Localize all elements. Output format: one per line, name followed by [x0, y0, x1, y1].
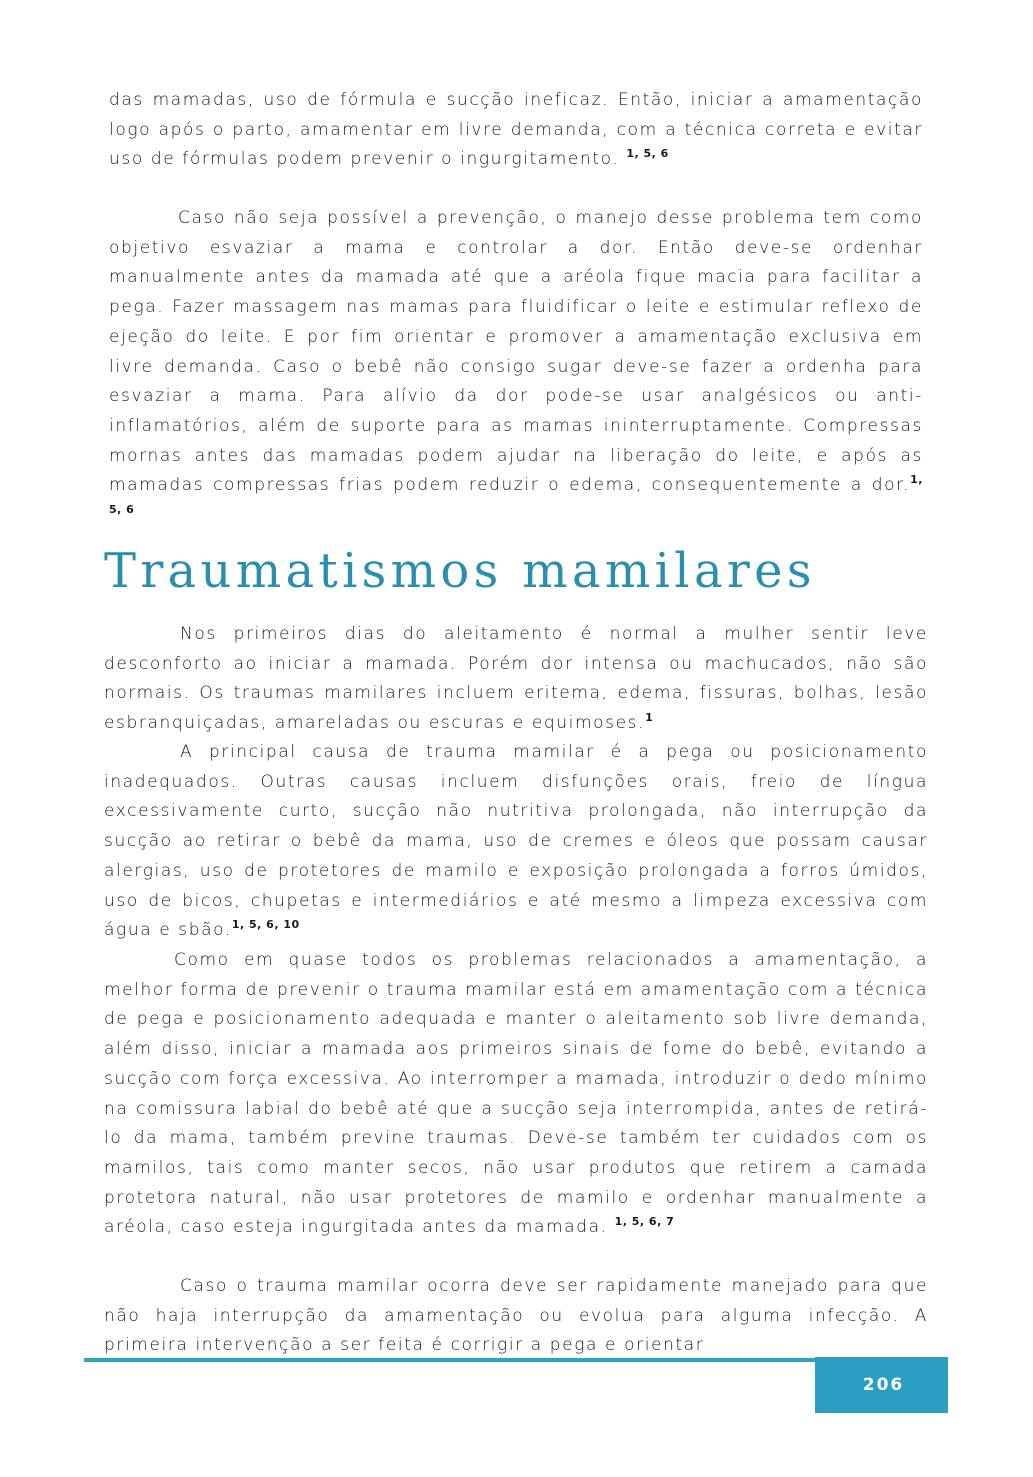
paragraph-text: Como em quase todos os problemas relacionados a amamentação, a melhor forma de prevenir o trauma mamilar está em amamentação com a técnica de pega e posicionamento adequada e manter o aleitamento sob livre demanda, além disso, iniciar a mamada aos primeiros sinais de fome do bebê, evitando a sucção com força excessiva. Ao interromper a mamada, introduzir o dedo mínimo na comissura labial do bebê até que a sucção seja interrompida, antes de retirá-lo da mama, também previne traumas. Deve-se também ter cuidados com os mamilos, tais como manter secos, não usar produtos que retirem a camada protetora natural, não usar protetores de mamilo e ordenhar manualmente a aréola, caso esteja ingurgitada antes da mamada.: [104, 950, 928, 1238]
page-number: 206: [862, 1375, 905, 1395]
citation-refs: 1: [645, 711, 654, 725]
page-number-badge: [815, 1357, 948, 1413]
paragraph-ingurgitamento-prevention: [109, 86, 923, 175]
citation-refs: 1, 5, 6, 10: [231, 918, 300, 932]
paragraph-text: das mamadas, uso de fórmula e sucção ineficaz. Então, iniciar a amamentação logo após o parto, amamentar em livre demanda, com a técnica correta e evitar uso de fórmulas podem prevenir o ingurgitamento.: [109, 90, 923, 170]
paragraph-ingurgitamento-management: [109, 204, 923, 531]
paragraph-text: Caso o trauma mamilar ocorra deve ser rapidamente manejado para que não haja interrupção da amamentação ou evolua para alguma infecção. A primeira intervenção a ser feita é corrigir a pega e orientar: [104, 1276, 928, 1356]
paragraph-trauma-causes: [104, 738, 928, 946]
citation-refs: 1, 5, 6: [626, 147, 669, 161]
paragraph-text: Nos primeiros dias do aleitamento é normal a mulher sentir leve desconforto ao iniciar a mamada. Porém dor intensa ou machucados, não são normais. Os traumas mamilares incluem eritema, edema, fissuras, bolhas, lesão esbranquiçadas, amareladas ou escuras e equimoses.: [104, 624, 928, 734]
citation-refs: 1, 5, 6: [109, 473, 923, 517]
paragraph-trauma-definition: [104, 620, 928, 739]
paragraph-trauma-prevention: [104, 946, 928, 1243]
paragraph-text: Caso não seja possível a prevenção, o manejo desse problema tem como objetivo esvaziar a mama e controlar a dor. Então deve-se ordenhar manualmente antes da mamada até que a aréola fique macia para facilitar a pega. Fazer massagem nas mamas para fluidificar o leite e estimular reflexo de ejeção do leite. E por fim orientar e promover a amamentação exclusiva em livre demanda. Caso o bebê não consigo sugar deve-se fazer a ordenha para esvaziar a mama. Para alívio da dor pode-se usar analgésicos ou anti-inflamatórios, além de suporte para as mamas ininterruptamente. Compressas mornas antes das mamadas podem ajudar na liberação do leite, e após as mamadas compressas frias podem reduzir o edema, consequentemente a dor.: [109, 208, 923, 496]
paragraph-trauma-management: [104, 1272, 928, 1361]
section-heading: Traumatismos mamilares: [104, 543, 816, 599]
citation-refs: 1, 5, 6, 7: [614, 1215, 675, 1229]
paragraph-text: A principal causa de trauma mamilar é a pega ou posicionamento inadequados. Outras causas incluem disfunções orais, freio de língua excessivamente curto, sucção não nutritiva prolongada, não interrupção da sucção ao retirar o bebê da mama, uso de cremes e óleos que possam causar alergias, uso de protetores de mamilo e exposição prolongada a forros úmidos, uso de bicos, chupetas e intermediários e até mesmo a limpeza excessiva com água e sbão.: [104, 742, 928, 941]
